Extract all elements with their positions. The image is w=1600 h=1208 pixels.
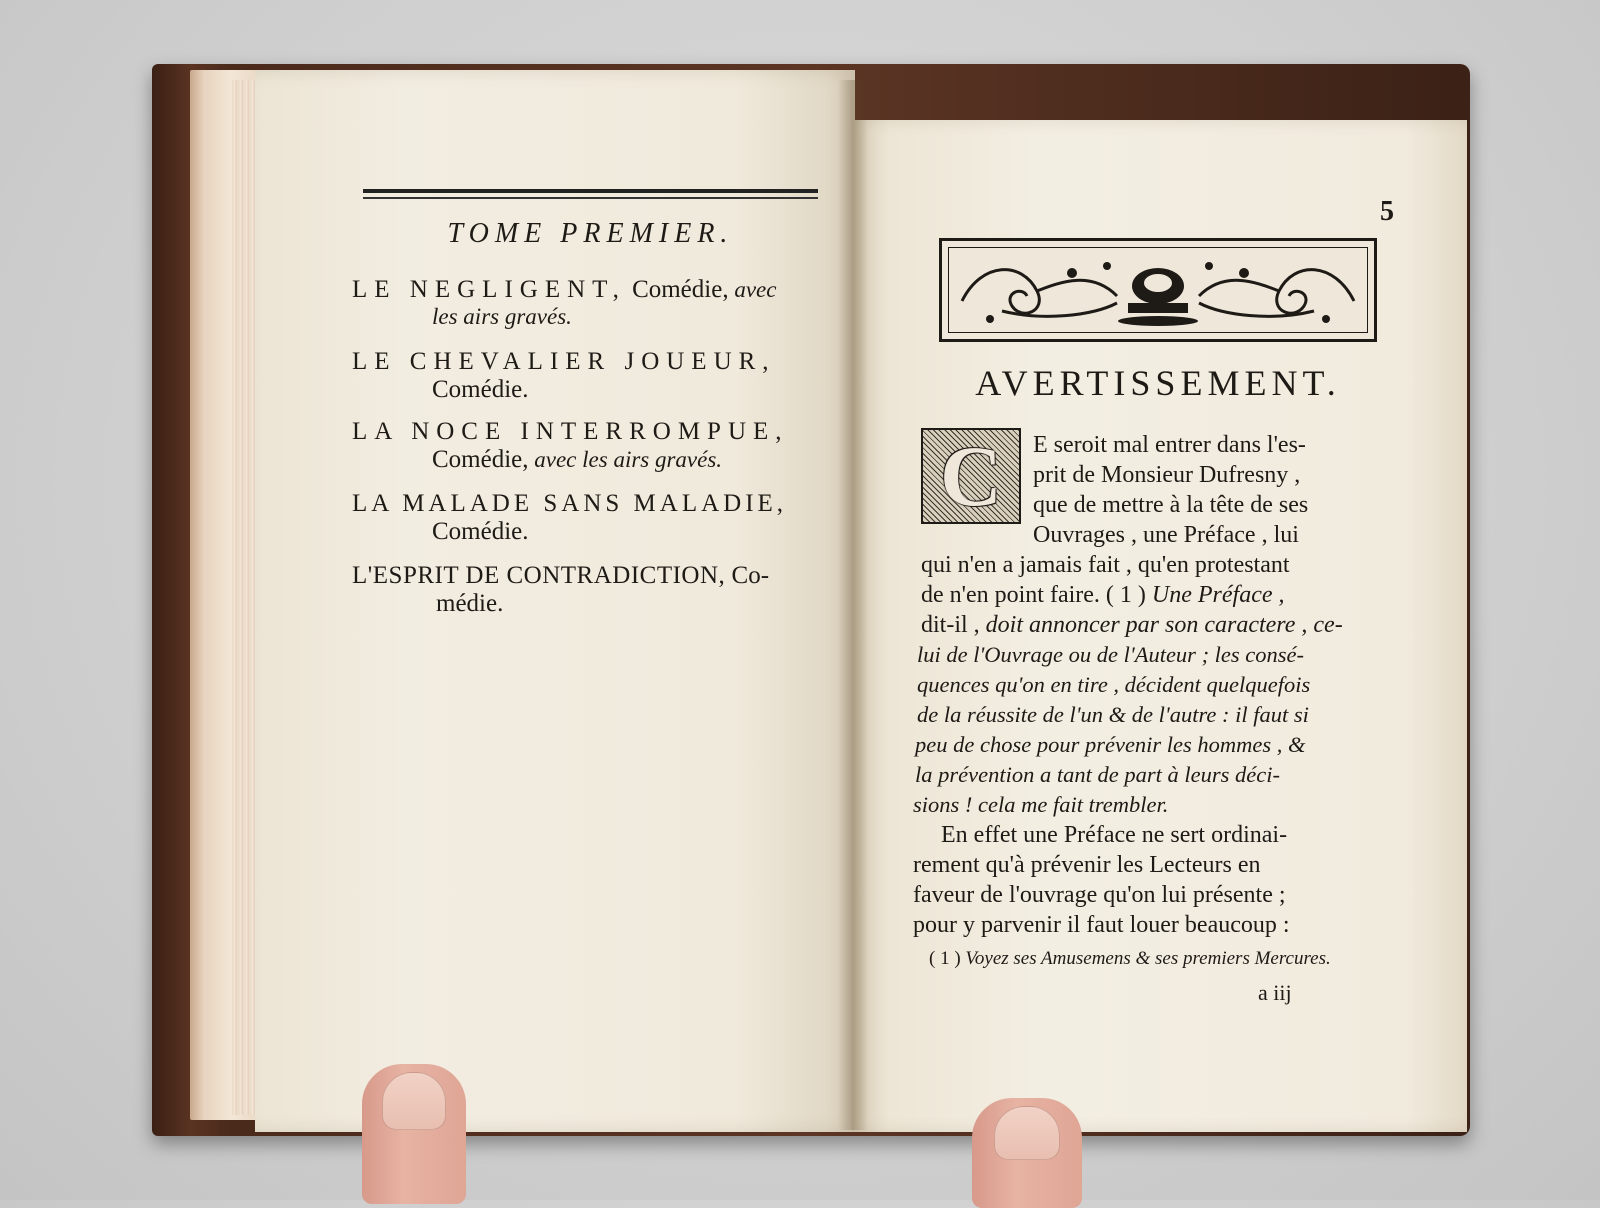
entry-genre: Comédie, (625, 276, 729, 303)
body-roman: prit de Monsieur Dufresny , (1033, 462, 1301, 488)
entry-line2 (432, 446, 822, 474)
body-line (917, 700, 1309, 730)
body-line (917, 670, 1310, 700)
body-roman: En effet une Préface ne sert ordinai- (941, 822, 1288, 848)
body-line (913, 910, 1290, 940)
body-line (921, 580, 1285, 610)
body-italic: sions ! cela me fait trembler. (913, 792, 1169, 817)
entry-line2 (432, 304, 822, 330)
contents-entry (352, 348, 822, 404)
body-line (915, 730, 1306, 760)
entry-title: L'ESPRIT DE CONTRADICTION, (352, 562, 726, 589)
body-line (921, 610, 1343, 640)
ornament-headpiece (939, 238, 1377, 342)
double-rule-thin (363, 197, 818, 199)
footnote-text: Voyez ses Amusemens & ses premiers Mercures. (965, 948, 1331, 969)
body-roman: Ouvrages , une Préface , lui (1033, 522, 1299, 548)
drop-cap (921, 428, 1021, 524)
footnote (929, 948, 1331, 970)
right-fingernail (994, 1106, 1060, 1160)
entry-line2: médie. (436, 590, 504, 617)
body-italic: lui de l'Ouvrage ou de l'Auteur ; les consé- (917, 642, 1305, 667)
body-line (917, 640, 1304, 670)
body-line (1033, 520, 1299, 550)
contents-entry (352, 562, 822, 618)
page-number: 5 (1380, 196, 1394, 227)
floral-ornament-icon (942, 241, 1374, 339)
body-line (913, 790, 1168, 820)
body-line (913, 880, 1286, 910)
tome-title: TOME PREMIER. (447, 218, 734, 249)
body-roman: que de mettre à la tête de ses (1033, 492, 1309, 518)
contents-entry (352, 276, 822, 330)
body-line (921, 550, 1290, 580)
body-roman: de n'en point faire. ( 1 ) (921, 582, 1152, 608)
double-rule-thick (363, 189, 818, 193)
entry-line2: Comédie. (432, 376, 529, 403)
contents-entry (352, 490, 822, 546)
entry-title: LA NOCE INTERROMPUE, (352, 418, 789, 445)
entry-line2-italic: les airs gravés. (432, 304, 572, 329)
entry-line2: Comédie. (432, 518, 529, 545)
entry-title: LE CHEVALIER JOUEUR, (352, 348, 776, 375)
body-italic: de la réussite de l'un & de l'autre : il faut si (917, 702, 1309, 727)
entry-genre: Co- (725, 562, 770, 589)
body-line (913, 850, 1261, 880)
body-roman: E seroit mal entrer dans l'es- (1033, 432, 1306, 458)
body-italic: quences qu'on en tire , décident quelquefois (917, 672, 1311, 697)
body-line (915, 760, 1280, 790)
body-italic: doit annoncer par son caractere , ce- (985, 612, 1343, 638)
entry-note: avec (728, 277, 777, 302)
body-roman: pour y parvenir il faut louer beaucoup : (913, 912, 1290, 938)
entry-title: LA MALADE SANS MALADIE, (352, 490, 788, 517)
body-line (1033, 430, 1306, 460)
left-fingernail (382, 1072, 446, 1130)
body-roman: qui n'en a jamais fait , qu'en protestant (921, 552, 1290, 578)
body-roman: dit-il , (921, 612, 986, 638)
entry-line2-italic: avec les airs gravés. (528, 447, 723, 472)
footnote-marker: ( 1 ) (929, 948, 966, 969)
body-italic: la prévention a tant de part à leurs déci- (915, 762, 1280, 787)
left-finger (362, 1064, 466, 1204)
signature-mark: a iij (1258, 980, 1292, 1005)
right-finger (972, 1098, 1082, 1208)
drop-cap-letter: C (939, 428, 1003, 524)
section-heading: AVERTISSEMENT. (975, 363, 1341, 403)
entry-line2-roman: Comédie, (432, 446, 529, 473)
body-line (941, 820, 1287, 850)
body-line (1033, 460, 1300, 490)
body-line (1033, 490, 1308, 520)
contents-entry (352, 418, 822, 474)
body-roman: faveur de l'ouvrage qu'on lui présente ; (913, 882, 1286, 908)
body-italic: Une Préface , (1151, 582, 1285, 608)
body-italic: peu de chose pour prévenir les hommes , & (915, 732, 1306, 757)
body-roman: rement qu'à prévenir les Lecteurs en (913, 852, 1261, 878)
entry-title: LE NEGLIGENT, (352, 276, 626, 303)
spine-shadow (838, 80, 868, 1130)
